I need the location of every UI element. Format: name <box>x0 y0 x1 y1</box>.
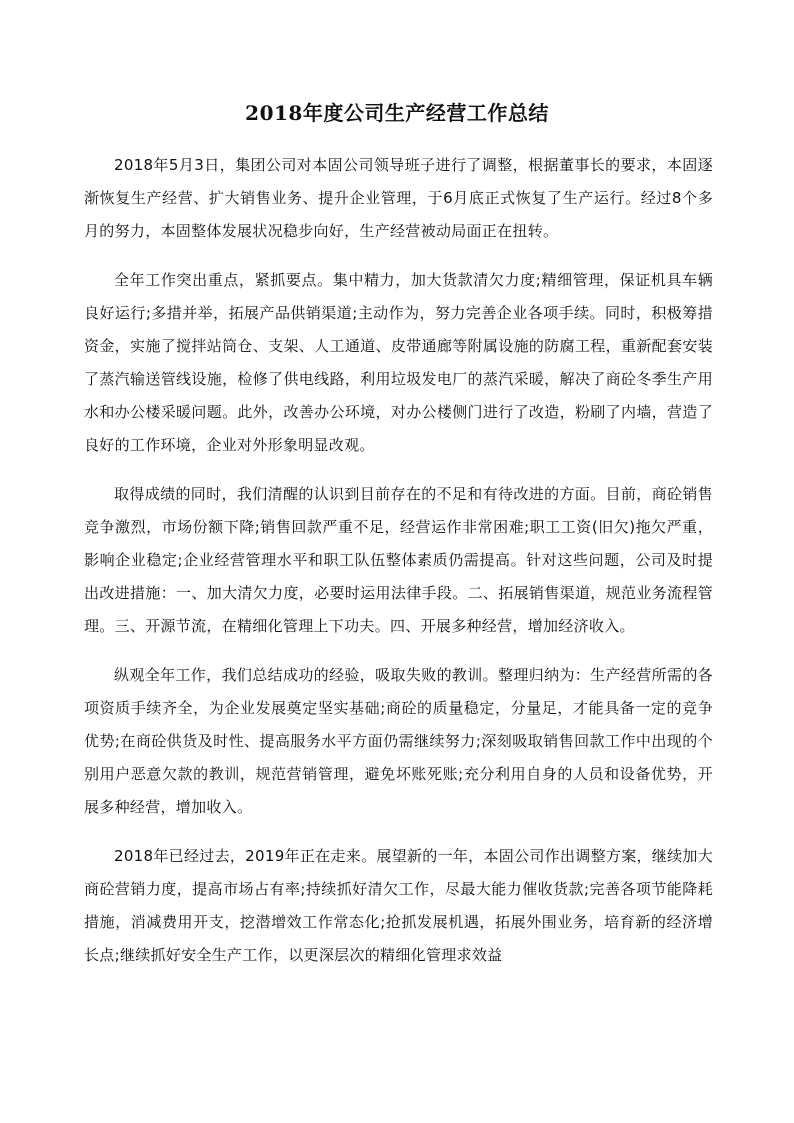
paragraph-1: 2018年5月3日，集团公司对本固公司领导班子进行了调整，根据董事长的要求，本固逐渐恢复生产经营、扩大销售业务、提升企业管理，于6月底正式恢复了生产运行。经过8个多月的努力，本固整体发展状况稳步向好，生产经营被动局面正在扭转。 <box>84 156 713 240</box>
paragraph-5: 2018年已经过去，2019年正在走来。展望新的一年，本固公司作出调整方案，继续加大商砼营销力度，提高市场占有率;持续抓好清欠工作，尽最大能力催收货款;完善各项节能降耗措施，消减费用开支，挖潜增效工作常态化;抢抓发展机遇，拓展外围业务，培育新的经济增长点;继续抓好安全生产工作，以更深层次的精细化管理求效益 <box>84 847 713 964</box>
document-title: 2018年度公司生产经营工作总结 <box>245 101 549 125</box>
paragraph-2: 全年工作突出重点，紧抓要点。集中精力，加大货款清欠力度;精细管理，保证机具车辆良好运行;多措并举，拓展产品供销渠道;主动作为，努力完善企业各项手续。同时，积极筹措资金，实施了搅拌站筒仓、支架、人工通道、皮带通廊等附属设施的防腐工程，重新配套安装了蒸汽输送管线设施，检修了供电线路，利用垃圾发电厂的蒸汽采暖，解决了商砼冬季生产用水和办公楼采暖问题。此外，改善办公环境，对办公楼侧门进行了改造，粉刷了内墙，营造了良好的工作环境，企业对外形象明显改观。 <box>84 271 713 454</box>
paragraph-4: 纵观全年工作，我们总结成功的经验，吸取失败的教训。整理归纳为：生产经营所需的各项资质手续齐全，为企业发展奠定坚实基础;商砼的质量稳定，分量足，才能具备一定的竞争优势;在商砼供货及时性、提高服务水平方面仍需继续努力;深刻吸取销售回款工作中出现的个别用户恶意欠款的教训，规范营销管理，避免坏账死账;充分利用自身的人员和设备优势，开展多种经营，增加收入。 <box>84 666 713 816</box>
paragraph-3: 取得成绩的同时，我们清醒的认识到目前存在的不足和有待改进的方面。目前，商砼销售竞争激烈，市场份额下降;销售回款严重不足，经营运作非常困难;职工工资(旧欠)拖欠严重，影响企业稳定;企业经营管理水平和职工队伍整体素质仍需提高。针对这些问题，公司及时提出改进措施：一、加大清欠力度，必要时运用法律手段。二、拓展销售渠道，规范业务流程管理。三、开源节流，在精细化管理上下功夫。四、开展多种经营，增加经济收入。 <box>84 485 713 635</box>
document-body <box>84 149 713 988</box>
